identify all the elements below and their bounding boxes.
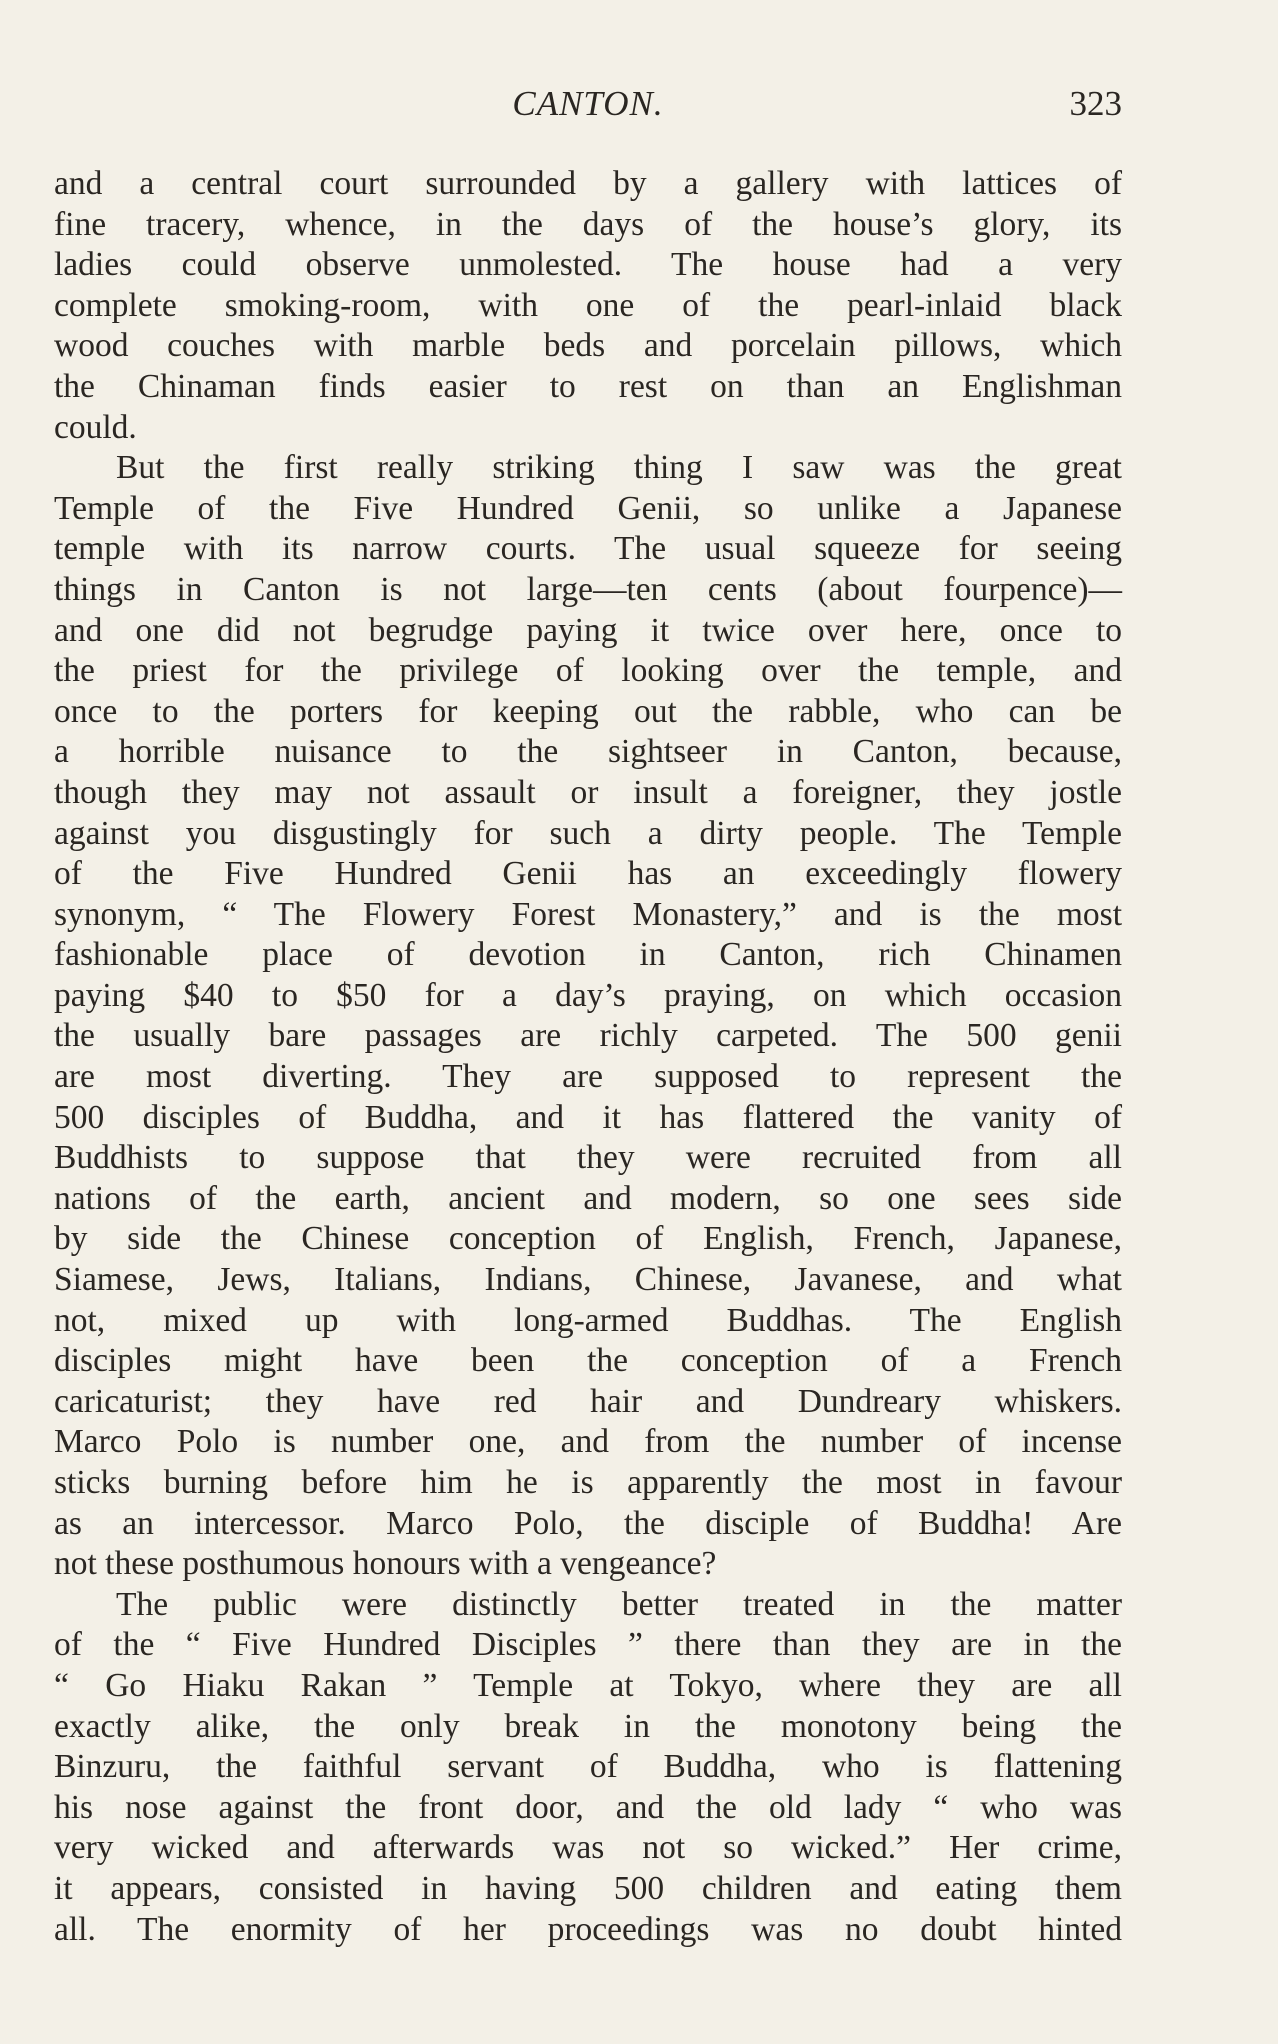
text-line: But the first really striking thing I saw was the great <box>116 449 1122 487</box>
text-line: it appears, consisted in having 500 children and eating them <box>54 1869 1122 1907</box>
running-title: CANTON. <box>512 84 664 123</box>
text-line: and a central court surrounded by a gallery with lattices of <box>54 165 1122 202</box>
text-line: synonym, “ The Flowery Forest Monastery,” and is the most <box>54 895 1122 933</box>
text-line: temple with its narrow courts. The usual squeeze for seeing <box>54 530 1122 568</box>
text-line: and one did not begrudge paying it twice over here, once to <box>54 611 1122 649</box>
text-line: paying $40 to $50 for a day’s praying, on which occasion <box>54 976 1122 1014</box>
text-line: ladies could observe unmolested. The house had a very <box>54 246 1122 284</box>
running-head <box>54 84 1122 134</box>
text-line: all. The enormity of her proceedings was no doubt hinted <box>54 1910 1122 1948</box>
text-line: are most diverting. They are supposed to represent the <box>54 1058 1122 1096</box>
text-line: nations of the earth, ancient and modern, so one sees side <box>54 1179 1122 1217</box>
body-text <box>54 164 1122 1950</box>
text-line: wood couches with marble beds and porcelain pillows, which <box>54 327 1122 365</box>
page-number: 323 <box>1069 84 1122 123</box>
text-line: once to the porters for keeping out the rabble, who can be <box>54 692 1122 730</box>
text-line: could. <box>54 408 137 446</box>
text-line: fashionable place of devotion in Canton, rich Chinamen <box>54 936 1122 974</box>
text-line: by side the Chinese conception of English, French, Japanese, <box>54 1220 1122 1258</box>
text-line: the usually bare passages are richly carpeted. The 500 genii <box>54 1017 1122 1055</box>
text-line: of the Five Hundred Genii has an exceedingly flowery <box>54 855 1122 893</box>
text-line: as an intercessor. Marco Polo, the disciple of Buddha! Are <box>54 1504 1122 1542</box>
text-line: of the “ Five Hundred Disciples ” there than they are in the <box>54 1626 1122 1664</box>
text-line: his nose against the front door, and the old lady “ who was <box>54 1788 1122 1826</box>
text-line: “ Go Hiaku Rakan ” Temple at Tokyo, where they are all <box>54 1666 1122 1704</box>
text-line: not these posthumous honours with a vengeance? <box>54 1545 717 1583</box>
text-line: fine tracery, whence, in the days of the house’s glory, its <box>54 205 1122 243</box>
text-line: against you disgustingly for such a dirty people. The Temple <box>54 814 1122 852</box>
text-line: a horrible nuisance to the sightseer in Canton, because, <box>54 733 1122 771</box>
text-line: exactly alike, the only break in the monotony being the <box>54 1707 1122 1745</box>
text-line: complete smoking-room, with one of the pearl-inlaid black <box>54 286 1122 324</box>
text-line: sticks burning before him he is apparently the most in favour <box>54 1464 1122 1501</box>
text-line: things in Canton is not large—ten cents (about fourpence)— <box>54 570 1122 608</box>
text-line: Siamese, Jews, Italians, Indians, Chinese, Javanese, and what <box>54 1261 1122 1299</box>
text-line: The public were distinctly better treated in the matter <box>116 1585 1122 1623</box>
text-line: though they may not assault or insult a foreigner, they jostle <box>54 773 1122 811</box>
text-line: Temple of the Five Hundred Genii, so unlike a Japanese <box>54 489 1122 527</box>
text-line: Binzuru, the faithful servant of Buddha, who is flattening <box>54 1748 1122 1786</box>
text-line: caricaturist; they have red hair and Dundreary whiskers. <box>54 1382 1122 1420</box>
text-line: not, mixed up with long-armed Buddhas. The English <box>54 1301 1122 1339</box>
text-line: disciples might have been the conception of a French <box>54 1342 1122 1380</box>
text-line: Buddhists to suppose that they were recruited from all <box>54 1139 1122 1177</box>
text-line: the Chinaman finds easier to rest on than an Englishman <box>54 367 1122 405</box>
text-line: 500 disciples of Buddha, and it has flattered the vanity of <box>54 1098 1122 1136</box>
text-line: the priest for the privilege of looking over the temple, and <box>54 652 1122 690</box>
text-line: Marco Polo is number one, and from the number of incense <box>54 1423 1122 1461</box>
text-line: very wicked and afterwards was not so wicked.” Her crime, <box>54 1829 1122 1867</box>
